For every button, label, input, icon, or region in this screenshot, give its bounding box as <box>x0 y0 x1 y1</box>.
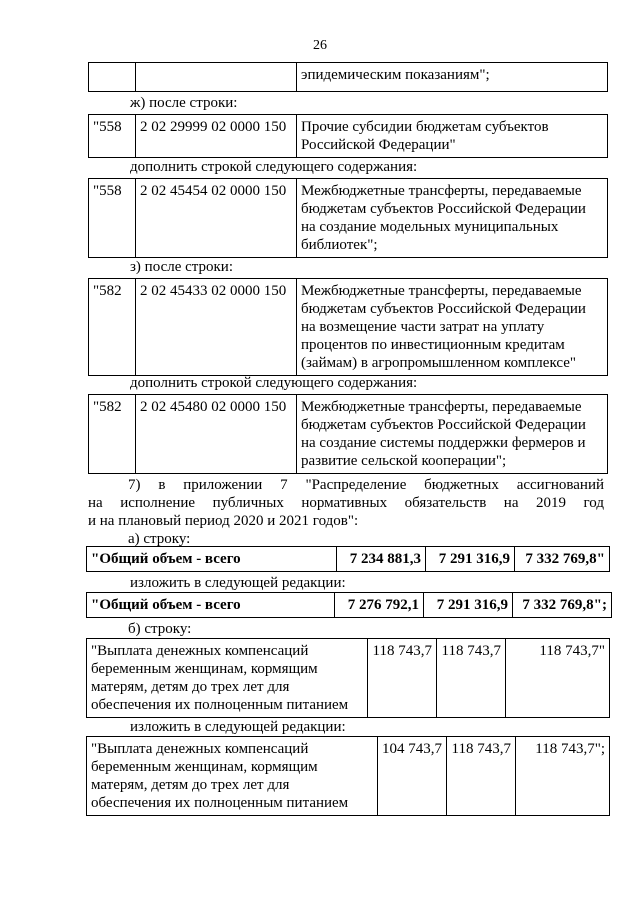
total-table-new <box>86 592 612 618</box>
subitem-zh-heading: ж) после строки: <box>130 95 238 111</box>
table-cell-name: Межбюджетные трансферты, передаваемые бюджетам субъектов Российской Федерации на создание модельных муниципальных библиотек"; <box>297 179 608 258</box>
table-cell-2019: 7 276 792,1 <box>335 593 424 618</box>
table-cell-name: Межбюджетные трансферты, передаваемые бюджетам субъектов Российской Федерации на создание системы поддержки фермеров и развитие сельской кооперации"; <box>297 395 608 474</box>
table-cell-admin: "558 <box>89 179 136 258</box>
table-cell-code: 2 02 45433 02 0000 150 <box>136 279 297 376</box>
table-row <box>89 279 608 376</box>
table-row <box>89 179 608 258</box>
table-cell-label: "Выплата денежных компенсаций беременным женщинам, кормящим матерям, детям до трех лет для обеспечения их полноценным питанием <box>87 639 368 718</box>
income-table-582-new <box>88 394 608 474</box>
table-cell-admin <box>89 63 136 92</box>
table-cell-2021: 7 332 769,8"; <box>513 593 612 618</box>
subitem-b-heading: б) строку: <box>128 621 192 637</box>
table-row <box>89 395 608 474</box>
table-cell-code: 2 02 45454 02 0000 150 <box>136 179 297 258</box>
table-row <box>87 593 612 618</box>
table-cell-label: "Выплата денежных компенсаций беременным женщинам, кормящим матерям, детям до трех лет для обеспечения их полноценным питанием <box>87 737 378 816</box>
table-cell-2020: 7 291 316,9 <box>426 547 515 572</box>
table-cell-name: Прочие субсидии бюджетам субъектов Российской Федерации" <box>297 115 608 158</box>
income-table-continuation <box>88 62 608 92</box>
income-table-582-existing <box>88 278 608 376</box>
total-table-old <box>86 546 610 572</box>
table-row <box>87 547 610 572</box>
table-cell-admin: "558 <box>89 115 136 158</box>
table-cell-2019: 7 234 881,3 <box>337 547 426 572</box>
table-row <box>87 639 610 718</box>
table-cell-code: 2 02 29999 02 0000 150 <box>136 115 297 158</box>
subitem-a-heading: а) строку: <box>128 531 191 547</box>
table-cell-code <box>136 63 297 92</box>
income-table-558-existing <box>88 114 608 158</box>
table-cell-2020: 7 291 316,9 <box>424 593 513 618</box>
table-cell-code: 2 02 45480 02 0000 150 <box>136 395 297 474</box>
income-table-558-new <box>88 178 608 258</box>
paragraph-7-line-3: и на плановый период 2020 и 2021 годов": <box>88 513 359 529</box>
table-cell-2019: 118 743,7 <box>368 639 437 718</box>
table-cell-2021: 7 332 769,8" <box>515 547 610 572</box>
replace-instruction: изложить в следующей редакции: <box>130 719 346 735</box>
table-cell-2021: 118 743,7" <box>506 639 610 718</box>
table-row <box>89 63 608 92</box>
table-cell-name: эпидемическим показаниям"; <box>297 63 608 92</box>
compensation-table-old <box>86 638 610 718</box>
compensation-table-new <box>86 736 610 816</box>
paragraph-7-line-2: на исполнение публичных нормативных обязательств на 2019 год <box>88 495 604 511</box>
table-cell-admin: "582 <box>89 395 136 474</box>
page-number: 26 <box>313 38 327 53</box>
supplement-instruction: дополнить строкой следующего содержания: <box>130 375 418 391</box>
supplement-instruction: дополнить строкой следующего содержания: <box>130 159 418 175</box>
table-cell-label: "Общий объем - всего <box>87 593 335 618</box>
table-cell-admin: "582 <box>89 279 136 376</box>
subitem-z-heading: з) после строки: <box>130 259 234 275</box>
table-row <box>87 737 610 816</box>
table-cell-label: "Общий объем - всего <box>87 547 337 572</box>
table-cell-name: Межбюджетные трансферты, передаваемые бюджетам субъектов Российской Федерации на возмещение части затрат на уплату процентов по инвестиционным кредитам (займам) в агропромышленном комплексе" <box>297 279 608 376</box>
paragraph-7-line-1: 7) в приложении 7 "Распределение бюджетных ассигнований <box>128 477 604 493</box>
table-cell-2020: 118 743,7 <box>447 737 516 816</box>
table-row <box>89 115 608 158</box>
table-cell-2020: 118 743,7 <box>437 639 506 718</box>
table-cell-2019: 104 743,7 <box>378 737 447 816</box>
table-cell-2021: 118 743,7"; <box>516 737 610 816</box>
replace-instruction: изложить в следующей редакции: <box>130 575 346 591</box>
